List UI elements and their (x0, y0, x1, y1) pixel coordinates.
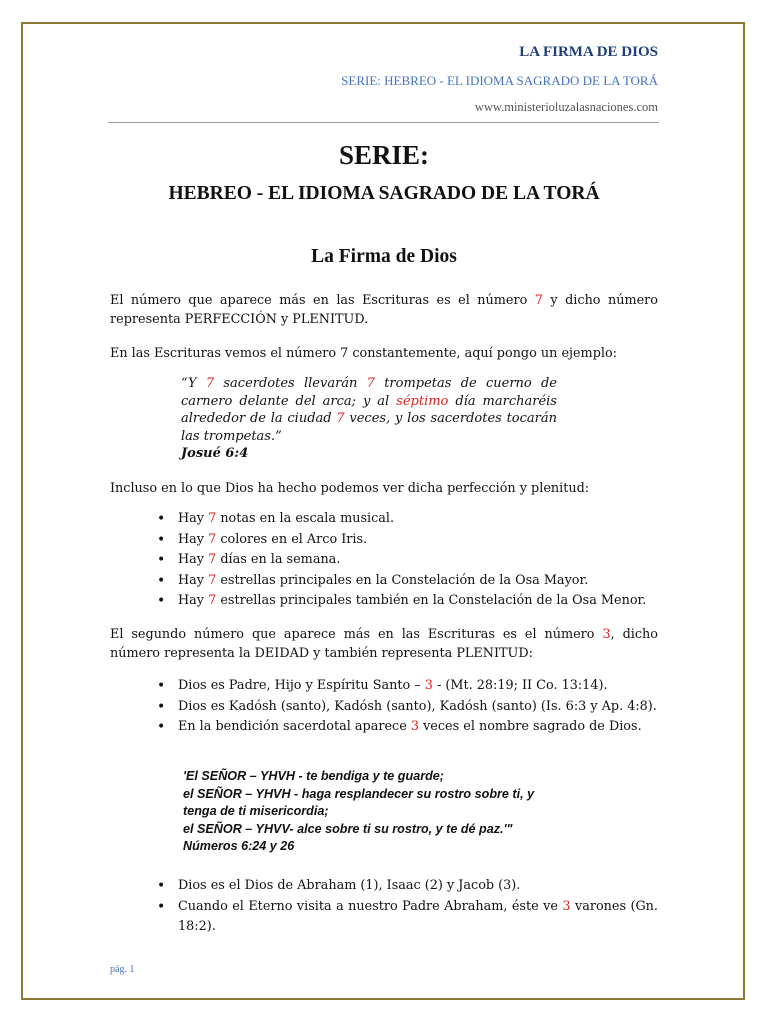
list-item: • En la bendición sacerdotal aparece 3 veces el nombre sagrado de Dios. (0, 717, 658, 738)
list-item: • Hay 7 estrellas principales en la Constelación de la Osa Mayor. (0, 571, 658, 592)
quote-reference: Josué 6:4 (181, 446, 249, 461)
list-sevens (0, 509, 658, 612)
blessing-line: el SEÑOR – YHVH - haga resplandecer su rostro sobre ti, y (183, 786, 535, 801)
list-item: • Hay 7 colores en el Arco Iris. (0, 530, 658, 551)
list-item: • Cuando el Eterno visita a nuestro Padre Abraham, éste ve 3 varones (Gn. 18:2). (0, 897, 658, 938)
paragraph-number-seven: El número que aparece más en las Escrituras es el número 7 y dicho número representa PERFECCIÓN y PLENITUD. (110, 293, 658, 327)
blessing-line: el SEÑOR – YHVV- alce sobre ti su rostro, y te dé paz.'" (183, 821, 513, 836)
list-item: • Dios es Kadósh (santo), Kadósh (santo), Kadósh (santo) (Is. 6:3 y Ap. 4:8). (0, 697, 658, 718)
paragraph-number-three: El segundo número que aparece más en las Escrituras es el número 3, dicho número representa la DEIDAD y también representa PLENITUD: (110, 627, 658, 661)
blessing-line: tenga de ti misericordia; (183, 804, 329, 818)
main-title: SERIE: (338, 140, 430, 170)
page-number: pág. 1 (110, 964, 135, 975)
list-threes (0, 676, 658, 738)
list-abraham (0, 876, 658, 938)
section-title: La Firma de Dios (311, 246, 457, 267)
header-divider (108, 122, 659, 123)
header-title: LA FIRMA DE DIOS (519, 44, 658, 60)
header-website: www.ministerioluzalasnaciones.com (474, 100, 658, 114)
quote-joshua: “Y 7 sacerdotes llevarán 7 trompetas de cuerno de carnero delante del arca; y al séptimo día marcharéis alrededor de la ciudad 7 veces, y los sacerdotes tocarán las trompetas.” Josué 6:4 (181, 376, 558, 461)
list-item: • Dios es Padre, Hijo y Espíritu Santo – 3 - (Mt. 28:19; II Co. 13:14). (0, 676, 658, 697)
list-item: • Hay 7 estrellas principales también en la Constelación de la Osa Menor. (0, 591, 658, 612)
main-subtitle: HEBREO - EL IDIOMA SAGRADO DE LA TORÁ (168, 183, 600, 204)
paragraph-example-intro: En las Escrituras vemos el número 7 constantemente, aquí pongo un ejemplo: (110, 346, 617, 361)
list-item: • Hay 7 notas en la escala musical. (0, 509, 658, 530)
quote-priestly-blessing (183, 768, 603, 856)
blessing-line: 'El SEÑOR – YHVH - te bendiga y te guarde; (183, 769, 444, 783)
paragraph-creation: Incluso en lo que Dios ha hecho podemos ver dicha perfección y plenitud: (110, 481, 590, 496)
list-item: • Dios es el Dios de Abraham (1), Isaac (2) y Jacob (3). (0, 876, 658, 897)
blessing-reference: Números 6:24 y 26 (183, 839, 295, 853)
list-item: • Hay 7 días en la semana. (0, 550, 658, 571)
header-series: SERIE: HEBREO - EL IDIOMA SAGRADO DE LA TORÁ (341, 73, 658, 88)
